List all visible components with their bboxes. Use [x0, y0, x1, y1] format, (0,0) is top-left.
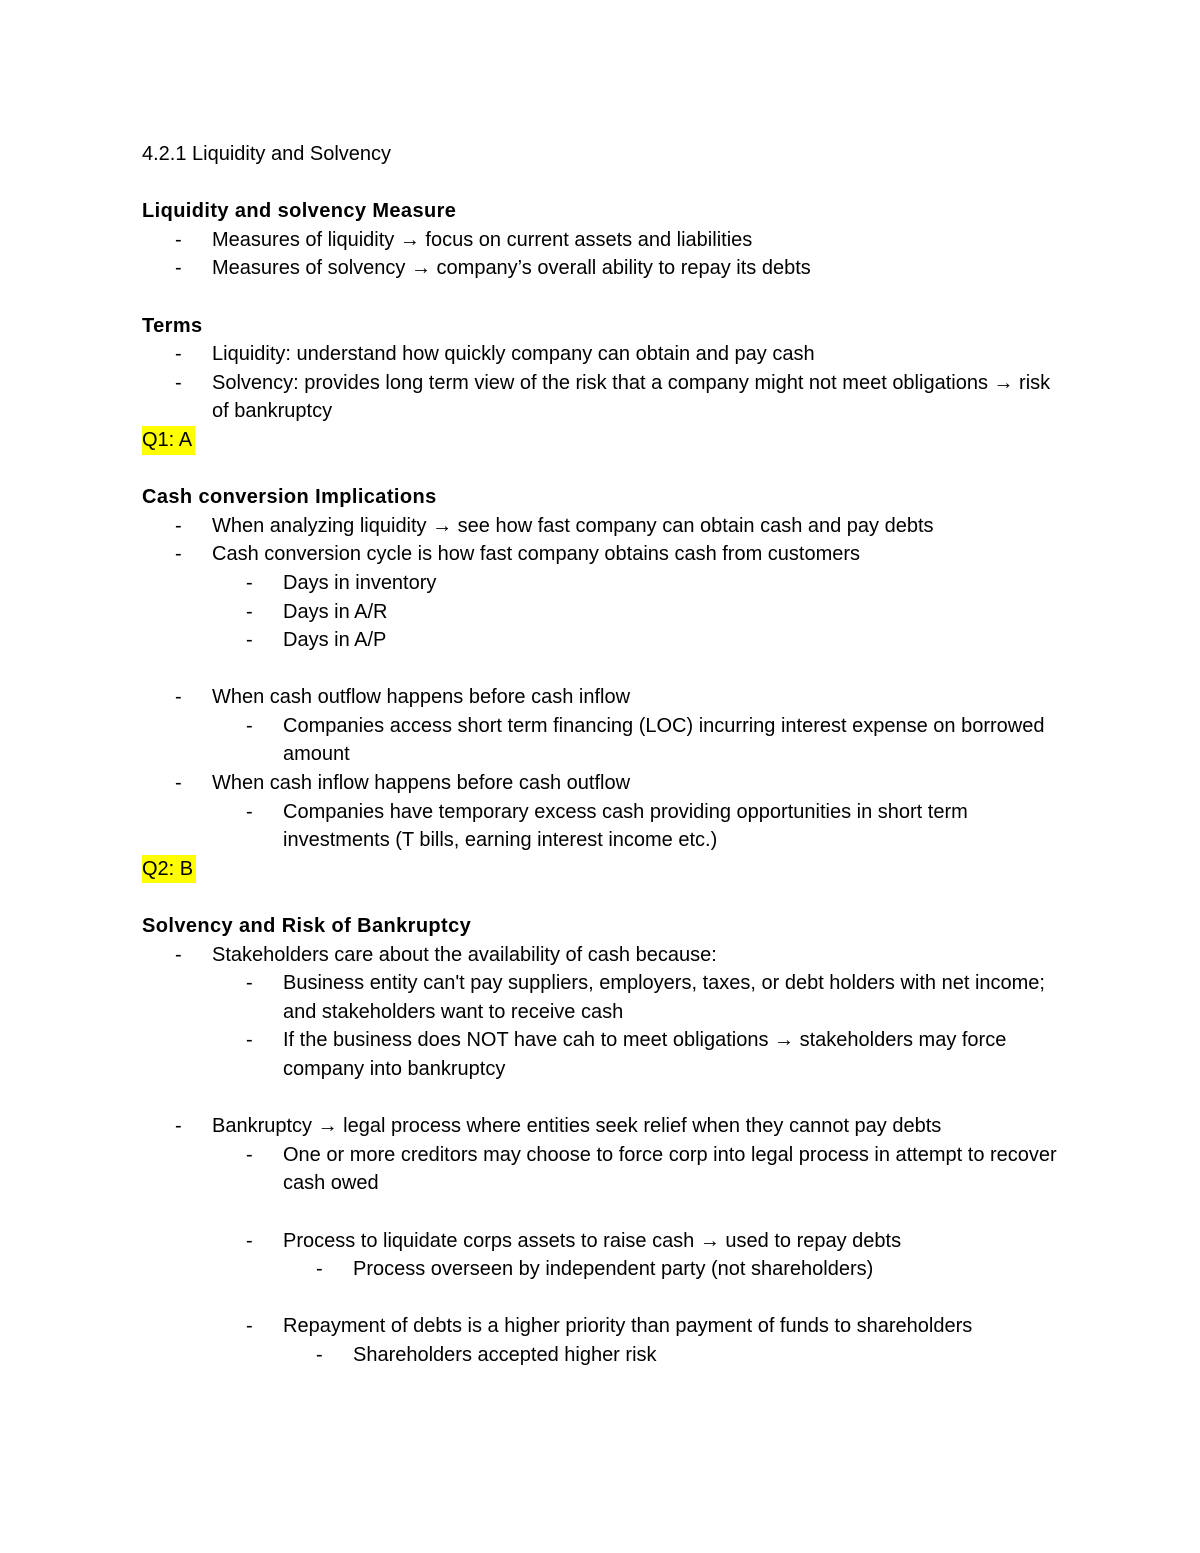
spacer [142, 883, 1062, 912]
bullet-dash: - [175, 371, 182, 394]
bullet-dash: - [175, 257, 182, 280]
list-item: - Stakeholders care about the availability of cash because: [142, 941, 1062, 970]
bullet-dash: - [175, 686, 182, 709]
answer-line [142, 426, 1062, 455]
highlighted-answer-q1: Q1: A [142, 426, 195, 455]
spacer [142, 1084, 1062, 1113]
bullet-dash: - [246, 600, 253, 623]
list-item: - Days in inventory [142, 569, 1062, 598]
bullet-dash: - [175, 343, 182, 366]
bullet-dash: - [246, 800, 253, 823]
spacer [142, 283, 1062, 312]
page-title: 4.2.1 Liquidity and Solvency [142, 143, 392, 165]
bullet-dash: - [316, 1343, 323, 1366]
list-item: - Shareholders accepted higher risk [142, 1341, 1062, 1370]
list-item: - Measures of liquidity → focus on current assets and liabilities [142, 226, 1062, 255]
bullet-dash: - [246, 629, 253, 652]
section-heading-terms: Terms [142, 314, 203, 337]
spacer [142, 169, 1062, 198]
spacer [142, 1284, 1062, 1313]
list-item: - Cash conversion cycle is how fast company obtains cash from customers [142, 540, 1062, 569]
list-item: - Bankruptcy → legal process where entities seek relief when they cannot pay debts [142, 1112, 1062, 1141]
list-item: - Liquidity: understand how quickly company can obtain and pay cash [142, 340, 1062, 369]
list-item: - If the business does NOT have cah to meet obligations → stakeholders may force company into bankruptcy [142, 1026, 1062, 1083]
spacer [142, 455, 1062, 484]
bullet-dash: - [246, 1143, 253, 1166]
bullet-dash: - [175, 543, 182, 566]
answer-line [142, 855, 1062, 884]
list-item: - One or more creditors may choose to force corp into legal process in attempt to recover cash owed [142, 1141, 1062, 1198]
bullet-dash: - [246, 714, 253, 737]
list-item: - Process to liquidate corps assets to raise cash → used to repay debts [142, 1227, 1062, 1256]
spacer [142, 1198, 1062, 1227]
list-item: - Measures of solvency → company’s overall ability to repay its debts [142, 254, 1062, 283]
notes-content [142, 140, 1062, 1370]
bullet-dash: - [246, 571, 253, 594]
list-item: - Business entity can't pay suppliers, employers, taxes, or debt holders with net income; and stakeholders want to receive cash [142, 969, 1062, 1026]
bullet-dash: - [246, 1315, 253, 1338]
list-item: - Companies access short term financing (LOC) incurring interest expense on borrowed amount [142, 712, 1062, 769]
bullet-dash: - [316, 1258, 323, 1281]
spacer [142, 655, 1062, 684]
bullet-dash: - [246, 1229, 253, 1252]
list-item: - When cash inflow happens before cash outflow [142, 769, 1062, 798]
bullet-dash: - [175, 228, 182, 251]
section-heading-measure: Liquidity and solvency Measure [142, 200, 457, 223]
bullet-dash: - [175, 772, 182, 795]
list-item: - Solvency: provides long term view of the risk that a company might not meet obligations → risk of bankruptcy [142, 369, 1062, 426]
bullet-dash: - [175, 943, 182, 966]
bullet-dash: - [246, 972, 253, 995]
section-heading-cash-conversion: Cash conversion Implications [142, 486, 437, 509]
list-item: - When cash outflow happens before cash inflow [142, 683, 1062, 712]
section-heading-bankruptcy: Solvency and Risk of Bankruptcy [142, 915, 472, 938]
list-item: - Days in A/P [142, 626, 1062, 655]
list-item: - When analyzing liquidity → see how fast company can obtain cash and pay debts [142, 512, 1062, 541]
list-item: - Repayment of debts is a higher priority than payment of funds to shareholders [142, 1312, 1062, 1341]
bullet-dash: - [246, 1029, 253, 1052]
list-item: - Days in A/R [142, 598, 1062, 627]
bullet-dash: - [175, 514, 182, 537]
highlighted-answer-q2: Q2: B [142, 855, 196, 884]
bullet-dash: - [175, 1115, 182, 1138]
list-item: - Companies have temporary excess cash providing opportunities in short term investments (T bills, earning interest income etc.) [142, 798, 1062, 855]
list-item: - Process overseen by independent party (not shareholders) [142, 1255, 1062, 1284]
